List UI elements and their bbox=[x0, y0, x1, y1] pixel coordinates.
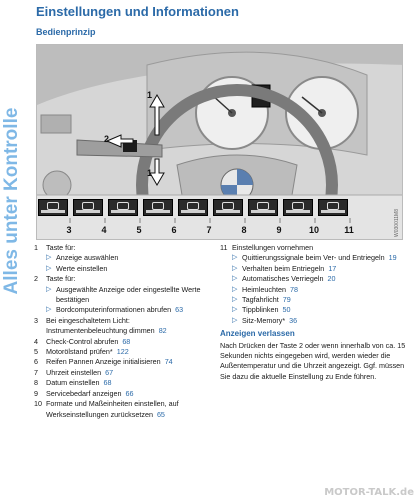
sub-item bbox=[220, 305, 410, 315]
list-item bbox=[34, 274, 212, 284]
sub-item-text: Heimleuchten bbox=[242, 284, 286, 294]
sub-item-text: Ausgewählte Anzeige oder eingestellte Werte bestätigen bbox=[56, 284, 201, 305]
page-ref-link[interactable]: 36 bbox=[289, 315, 298, 325]
page-ref-link[interactable]: 65 bbox=[156, 409, 165, 419]
list-item bbox=[34, 337, 212, 347]
item-text: Einstellungen vornehmen bbox=[232, 243, 314, 252]
list-item bbox=[34, 368, 212, 378]
triangle-bullet-icon: ▷ bbox=[46, 254, 52, 262]
item-number: 6 bbox=[34, 357, 38, 367]
sub-item-text: Verhalten beim Entriegeln bbox=[242, 263, 325, 273]
triangle-bullet-icon: ▷ bbox=[46, 306, 52, 314]
display-screen-3 bbox=[38, 199, 68, 216]
screen-number-5: 5 bbox=[136, 225, 142, 235]
sub-item-text: Automatisches Verriegeln bbox=[242, 274, 324, 284]
side-chapter-label: Alles unter Kontrolle bbox=[1, 107, 22, 295]
page-ref-link[interactable]: 50 bbox=[282, 305, 291, 315]
page-ref-link[interactable]: 68 bbox=[103, 378, 112, 388]
triangle-bullet-icon: ▷ bbox=[232, 296, 238, 304]
item-number: 7 bbox=[34, 367, 38, 377]
legend-right-column bbox=[220, 243, 410, 382]
display-screen-10 bbox=[283, 199, 313, 216]
sub-item-text: Werte einstellen bbox=[56, 263, 108, 273]
list-item bbox=[34, 316, 212, 337]
display-screen-8 bbox=[213, 199, 243, 216]
item-text: Formate und Maßeinheiten einstellen, auf Werkseinstellungen zurücksetzen bbox=[46, 399, 179, 419]
sub-item bbox=[34, 305, 212, 315]
page-ref-link[interactable]: 17 bbox=[328, 263, 337, 273]
side-chapter-tab bbox=[0, 0, 22, 500]
display-screen-4 bbox=[73, 199, 103, 216]
display-screen-11 bbox=[318, 199, 348, 216]
screen-number-10: 10 bbox=[308, 225, 319, 235]
page-ref-link[interactable]: 74 bbox=[164, 357, 173, 367]
legend-left-column bbox=[34, 243, 212, 420]
sub-item-text: Quittierungssignale beim Ver- und Entriegeln bbox=[242, 253, 385, 263]
item-text: Datum einstellen bbox=[46, 378, 100, 388]
item-text: Uhrzeit einstellen bbox=[46, 367, 102, 377]
item-number: 3 bbox=[34, 315, 38, 325]
section-heading: Anzeigen verlassen bbox=[220, 329, 295, 339]
item-number: 9 bbox=[34, 388, 38, 398]
callout-label-1-top: 1 bbox=[147, 90, 153, 100]
sub-item-text: Tagfahrlicht bbox=[242, 295, 279, 305]
list-item bbox=[34, 378, 212, 388]
page-ref-link[interactable]: 20 bbox=[327, 274, 336, 284]
display-screen-6 bbox=[143, 199, 173, 216]
item-text: Servicebedarf anzeigen bbox=[46, 388, 122, 398]
triangle-bullet-icon: ▷ bbox=[232, 285, 238, 293]
sub-item-text: Anzeige auswählen bbox=[56, 253, 119, 263]
page-title: Einstellungen und Informationen bbox=[36, 4, 239, 19]
page-ref-link[interactable]: 63 bbox=[175, 305, 184, 315]
item-text: Taste für: bbox=[46, 274, 76, 284]
item-text: Bei eingeschaltetem Licht: Instrumentenbeleuchtung dimmen bbox=[46, 315, 155, 336]
triangle-bullet-icon: ▷ bbox=[232, 306, 238, 314]
item-number: 8 bbox=[34, 378, 38, 388]
section-body: Nach Drücken der Taste 2 oder wenn innerhalb von ca. 15 Sekunden nichts eingegeben wird, werden wieder die Außentemperatur und die Uhrzeit angezeigt. Ggf. müssen Sie dazu die aktuelle Einstellung zu Ende führen. bbox=[220, 340, 406, 381]
triangle-bullet-icon: ▷ bbox=[232, 316, 238, 324]
screen-number-11: 11 bbox=[344, 225, 354, 235]
callout-label-1-bottom: 1 bbox=[147, 168, 153, 178]
item-number: 4 bbox=[34, 336, 38, 346]
item-number: 10 bbox=[34, 399, 42, 409]
sub-item bbox=[220, 253, 410, 263]
watermark-logo: MOTOR-TALK.de bbox=[324, 487, 414, 498]
sub-item bbox=[34, 285, 212, 306]
page-ref-link[interactable]: 122 bbox=[116, 347, 129, 357]
screen-number-7: 7 bbox=[206, 225, 212, 235]
list-item bbox=[34, 347, 212, 357]
figure-code: W030011M8 bbox=[394, 209, 400, 237]
item-number: 2 bbox=[34, 274, 38, 284]
section-subtitle: Bedienprinzip bbox=[36, 27, 96, 37]
item-number: 11 bbox=[220, 243, 228, 252]
sub-item bbox=[220, 274, 410, 284]
list-item bbox=[220, 243, 410, 253]
callout-label-2: 2 bbox=[104, 134, 110, 144]
sub-item-text: Tippblinken bbox=[242, 305, 279, 315]
triangle-bullet-icon: ▷ bbox=[232, 275, 238, 283]
page-ref-link[interactable]: 68 bbox=[122, 336, 131, 346]
sub-item bbox=[220, 285, 410, 295]
item-text: Taste für: bbox=[46, 243, 76, 252]
screen-number-6: 6 bbox=[171, 225, 177, 235]
list-item bbox=[34, 389, 212, 399]
display-screen-7 bbox=[178, 199, 208, 216]
sub-item bbox=[34, 264, 212, 274]
item-number: 5 bbox=[34, 347, 38, 357]
page-ref-link[interactable]: 79 bbox=[282, 295, 291, 305]
sub-item bbox=[220, 316, 410, 326]
page-ref-link[interactable]: 66 bbox=[125, 388, 134, 398]
item-text: Reifen Pannen Anzeige initialisieren bbox=[46, 357, 161, 367]
item-text: Check-Control abrufen bbox=[46, 336, 119, 346]
sub-item bbox=[220, 295, 410, 305]
page-ref-link[interactable]: 19 bbox=[388, 253, 397, 263]
screen-number-4: 4 bbox=[101, 225, 107, 235]
triangle-bullet-icon: ▷ bbox=[232, 264, 238, 272]
item-number: 1 bbox=[34, 243, 38, 252]
list-item bbox=[34, 243, 212, 253]
sub-item bbox=[220, 264, 410, 274]
triangle-bullet-icon: ▷ bbox=[46, 285, 52, 293]
list-item bbox=[34, 399, 212, 420]
list-item bbox=[34, 357, 212, 367]
screen-number-9: 9 bbox=[276, 225, 282, 235]
triangle-bullet-icon: ▷ bbox=[46, 264, 52, 272]
page-ref-link[interactable]: 82 bbox=[158, 326, 167, 336]
screen-number-3: 3 bbox=[66, 225, 72, 235]
sub-item bbox=[34, 253, 212, 263]
page-ref-link[interactable]: 67 bbox=[105, 367, 114, 377]
page-ref-link[interactable]: 78 bbox=[289, 284, 298, 294]
display-screen-9 bbox=[248, 199, 278, 216]
sub-item-text: Bordcomputerinformationen abrufen bbox=[56, 305, 172, 315]
sub-item-text: Sitz-Memory* bbox=[242, 315, 286, 325]
item-text: Motorölstand prüfen* bbox=[46, 347, 113, 357]
triangle-bullet-icon: ▷ bbox=[232, 254, 238, 262]
display-screen-5 bbox=[108, 199, 138, 216]
screen-number-8: 8 bbox=[241, 225, 247, 235]
